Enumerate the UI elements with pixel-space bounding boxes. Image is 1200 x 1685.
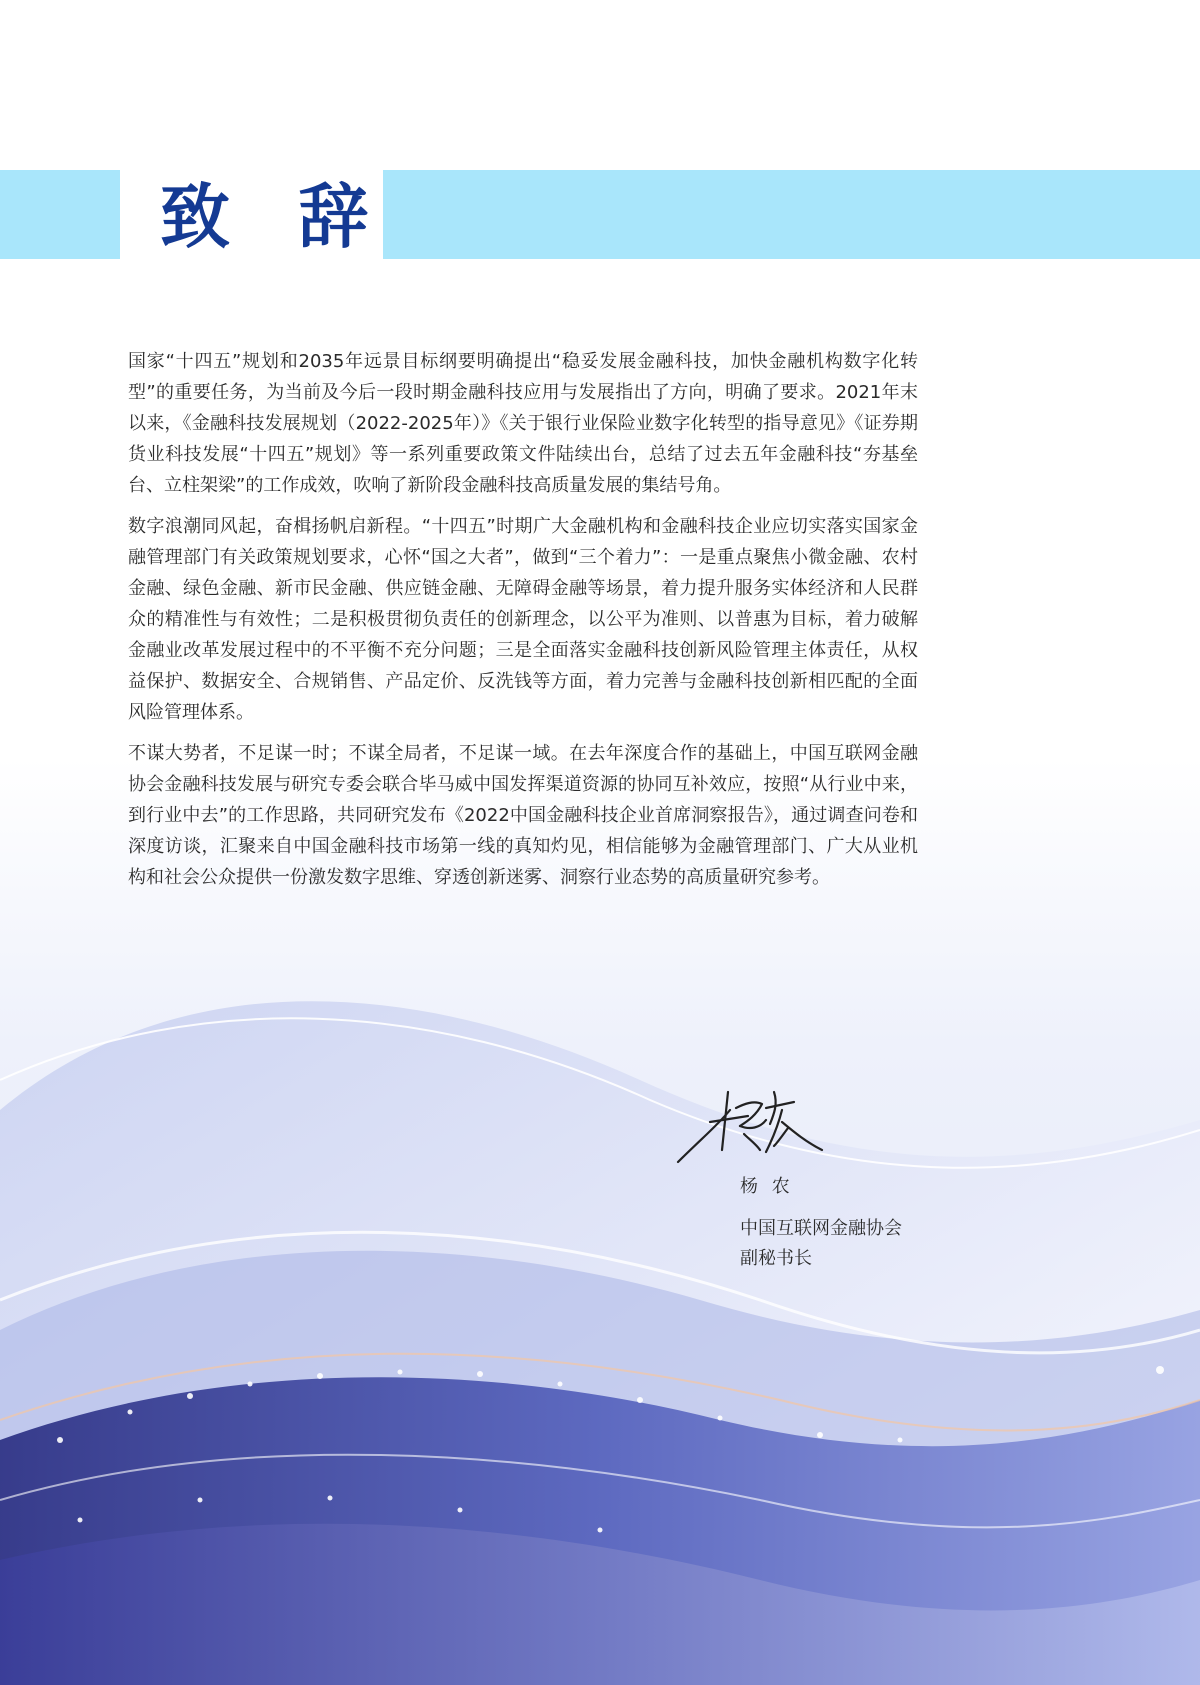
paragraph-3: 不谋大势者，不足谋一时；不谋全局者，不足谋一域。在去年深度合作的基础上，中国互联网金融协会金融科技发展与研究专委会联合毕马威中国发挥渠道资源的协同互补效应，按照“从行业中来，到行业中去”的工作思路，共同研究发布《2022中国金融科技企业首席洞察报告》，通过调查问卷和深度访谈，汇聚来自中国金融科技市场第一线的真知灼见，相信能够为金融管理部门、广大从业机构和社会公众提供一份激发数字思维、穿透创新迷雾、洞察行业态势的高质量研究参考。 bbox=[128, 743, 918, 888]
paragraph-2: 数字浪潮同风起，奋楫扬帆启新程。“十四五”时期广大金融机构和金融科技企业应切实落实国家金融管理部门有关政策规划要求，心怀“国之大者”，做到“三个着力”：一是重点聚焦小微金融、农村金融、绿色金融、新市民金融、供应链金融、无障碍金融等场景，着力提升服务实体经济和人民群众的精准性与有效性；二是积极贯彻负责任的创新理念，以公平为准则、以普惠为目标，着力破解金融业改革发展过程中的不平衡不充分问题；三是全面落实金融科技创新风险管理主体责任，从权益保护、数据安全、合规销售、产品定价、反洗钱等方面，着力完善与金融科技创新相匹配的全面风险管理体系。 bbox=[128, 516, 918, 723]
signatory-name: 杨 农 bbox=[740, 1176, 794, 1197]
handwritten-signature bbox=[670, 1070, 830, 1170]
body-text bbox=[128, 346, 918, 903]
header-band-left bbox=[0, 170, 120, 259]
header-band-right bbox=[383, 170, 1200, 259]
signatory-organization: 中国互联网金融协会 bbox=[740, 1218, 902, 1239]
signatory-block bbox=[740, 1172, 902, 1274]
page-title: 致 辞 bbox=[160, 176, 391, 258]
paragraph-1: 国家“十四五”规划和2035年远景目标纲要明确提出“稳妥发展金融科技，加快金融机构数字化转型”的重要任务，为当前及今后一段时期金融科技应用与发展指出了方向，明确了要求。2021年末以来，《金融科技发展规划（2022-2025年）》《关于银行业保险业数字化转型的指导意见》《证券期货业科技发展“十四五”规划》等一系列重要政策文件陆续出台，总结了过去五年金融科技“夯基垒台、立柱架梁”的工作成效，吹响了新阶段金融科技高质量发展的集结号角。 bbox=[128, 351, 918, 496]
signatory-position: 副秘书长 bbox=[740, 1248, 812, 1269]
